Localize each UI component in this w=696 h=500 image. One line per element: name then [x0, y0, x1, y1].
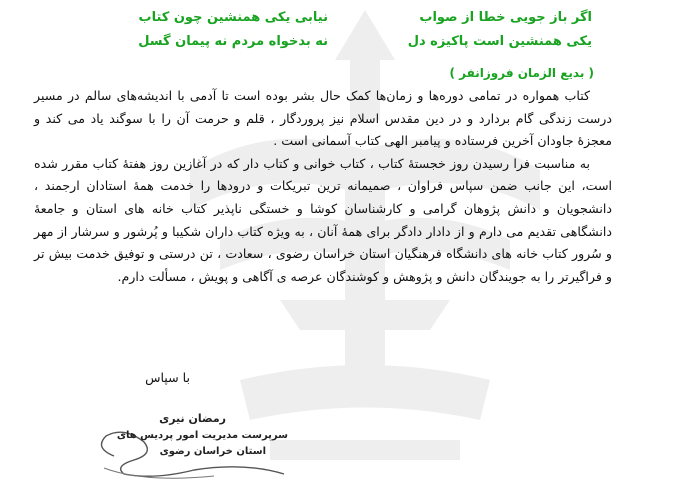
letter-body: [34, 85, 612, 288]
poem-line: اگر باز جویی خطا از صواب: [419, 10, 592, 25]
poem-right-column: [382, 6, 592, 54]
poem-left-column: [98, 6, 328, 54]
signatory-title: سرپرست مدیریت امور پردیس های: [116, 430, 288, 441]
signatory-title-region: استان خراسان رضوی: [159, 446, 266, 457]
poet-attribution: ( بدیع الزمان فروزانفر ): [449, 66, 594, 80]
closing-phrase: با سپاس: [145, 370, 190, 385]
signature-block: [84, 408, 304, 488]
poem-line: نه بدخواه مردم نه پیمان گسل: [138, 34, 328, 49]
poem-line: یکی همنشین است پاکیزه دل: [407, 34, 592, 49]
signatory-name: رمضان نیری: [159, 412, 226, 425]
paragraph: کتاب همواره در تمامی دوره‌ها و زمان‌ها کمک حال بشر بوده است تا آدمی با اندیشه‌های سالم در مسیر درست زندگی گام بردارد و در دین مقدس اسلام نیز پروردگار ، قلم و حرمت آن را با سوگند یاد می کند و معجزهٔ جاودان آخرین فرستاده و پیامبر الهی کتاب آسمانی است .: [34, 88, 612, 149]
paragraph: به مناسبت فرا رسیدن روز خجستهٔ کتاب ، کتاب خوانی و کتاب دار که در آغازین روز هفتهٔ کتاب مقرر شده است، این جانب ضمن سپاس فراوان ، صمیمانه ترین تبریکات و درودها را خدمت همهٔ استادان ارجمند ، دانشجویان و دانش پژوهان گرامی و کارشناسان کوشا و خستگی ناپذیر کتاب خانه های استان و جامعهٔ دانشگاهی تقدیم می دارم و از دادار دادگر برای همهٔ آنان ، به ویژه کتاب داران شکیبا و پُرشور و سرشار از مهر و سُرور کتاب خانه های دانشگاه فرهنگیان استان خراسان رضوی ، سعادت ، تن درستی و توفیق خدمت بیش تر و فراگیرتر را به جویندگان دانش و پژوهش و کوشندگان عرصه ی آگاهی و پویش ، مسألت دارم.: [34, 155, 612, 284]
poem-line: نیابی یکی همنشین چون کتاب: [138, 10, 328, 25]
